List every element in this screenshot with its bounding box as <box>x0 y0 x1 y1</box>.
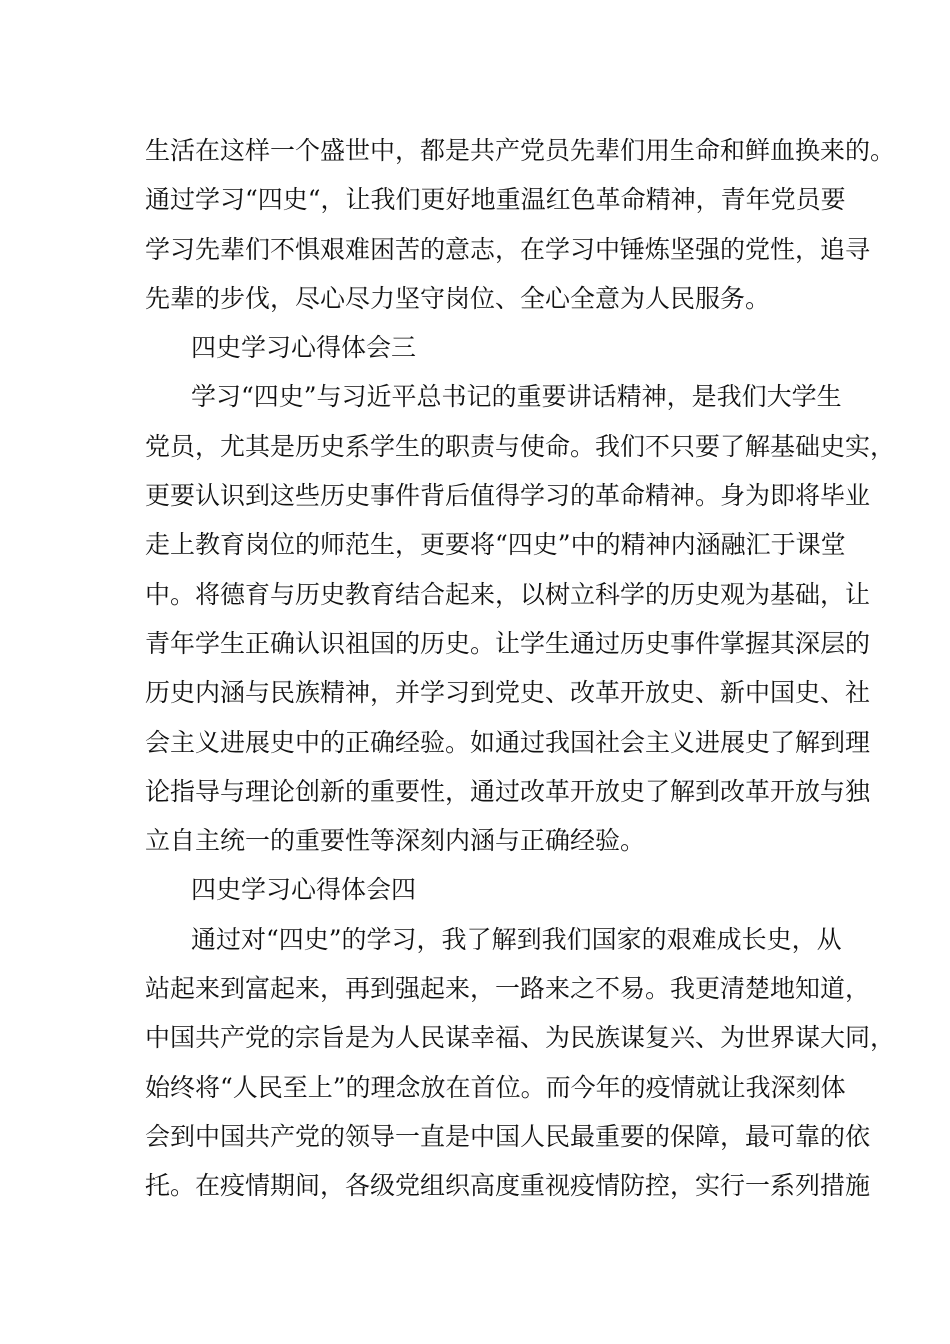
text-line: 始终将“人民至上”的理念放在首位。而今年的疫情就让我深刻体 <box>145 1072 846 1102</box>
text-line: 托。在疫情期间，各级党组织高度重视疫情防控，实行一系列措施 <box>145 1171 871 1201</box>
text-line: 党员，尤其是历史系学生的职责与使命。我们不只要了解基础史实， <box>145 431 896 461</box>
text-line: 走上教育岗位的师范生，更要将“四史”中的精神内涵融汇于课堂 <box>145 530 846 560</box>
text-line: 先辈的步伐，尽心尽力坚守岗位、全心全意为人民服务。 <box>145 283 771 313</box>
text-line: 中国共产党的宗旨是为人民谋幸福、为民族谋复兴、为世界谋大同， <box>145 1023 896 1053</box>
text-line: 历史内涵与民族精神，并学习到党史、改革开放史、新中国史、社 <box>145 678 871 708</box>
text-line: 学习先辈们不惧艰难困苦的意志，在学习中锤炼坚强的党性，追寻 <box>145 234 871 264</box>
text-line: 站起来到富起来，再到强起来，一路来之不易。我更清楚地知道， <box>145 974 871 1004</box>
document-body <box>145 126 896 1211</box>
text-line: 立自主统一的重要性等深刻内涵与正确经验。 <box>145 826 646 856</box>
section-heading: 四史学习心得体会四 <box>191 875 417 905</box>
text-line: 更要认识到这些历史事件背后值得学习的革命精神。身为即将毕业 <box>145 481 871 511</box>
section-heading: 四史学习心得体会三 <box>191 333 417 363</box>
text-line: 通过对“四史”的学习，我了解到我们国家的艰难成长史，从 <box>191 924 842 954</box>
text-line: 生活在这样一个盛世中，都是共产党员先辈们用生命和鲜血换来的。 <box>145 136 896 165</box>
text-line: 青年学生正确认识祖国的历史。让学生通过历史事件掌握其深层的 <box>145 628 871 658</box>
text-line: 学习“四史”与习近平总书记的重要讲话精神，是我们大学生 <box>191 382 842 412</box>
text-line: 通过学习“四史“，让我们更好地重温红色革命精神，青年党员要 <box>145 185 846 215</box>
text-line: 会主义进展史中的正确经验。如通过我国社会主义进展史了解到理 <box>145 727 871 757</box>
text-line: 中。将德育与历史教育结合起来，以树立科学的历史观为基础，让 <box>145 579 871 609</box>
text-line: 会到中国共产党的领导一直是中国人民最重要的保障，最可靠的依 <box>145 1121 871 1151</box>
text-line: 论指导与理论创新的重要性，通过改革开放史了解到改革开放与独 <box>145 776 871 806</box>
